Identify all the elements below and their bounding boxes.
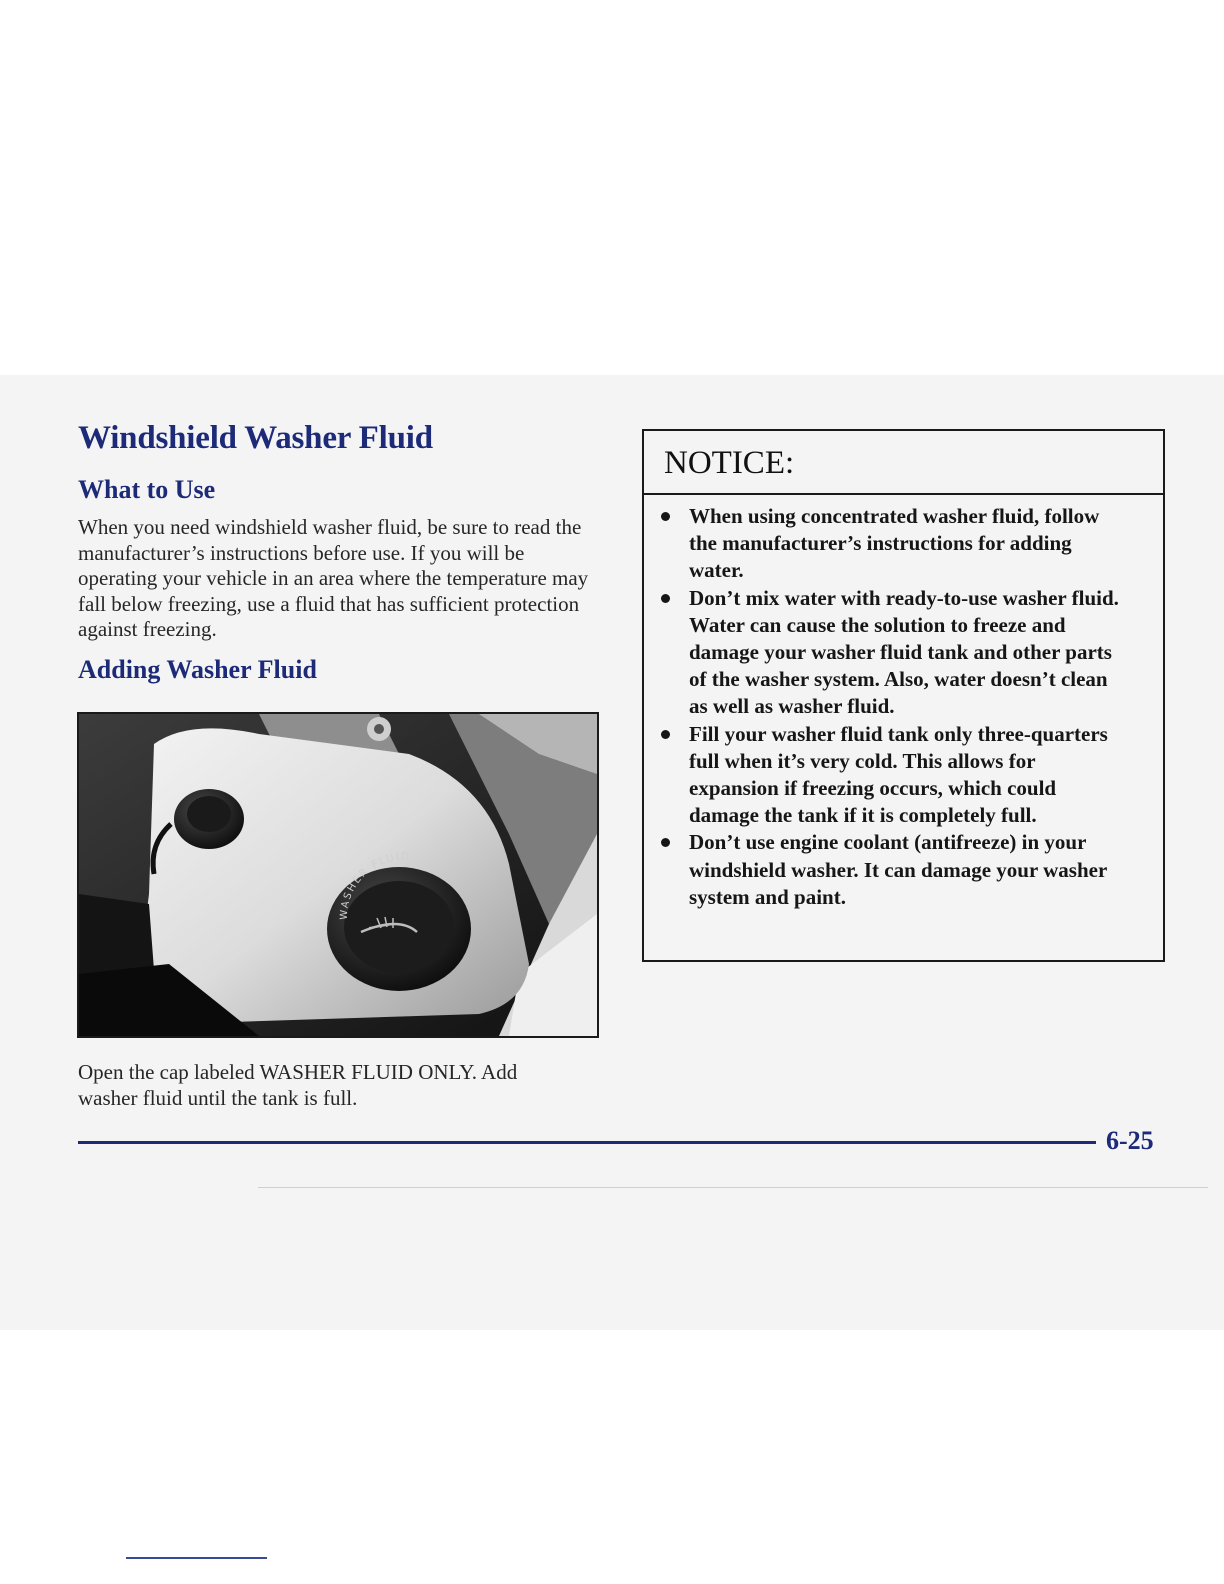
divider <box>126 1557 267 1559</box>
notice-item <box>644 503 1163 585</box>
page-number: 6-25 <box>1106 1126 1154 1155</box>
notice-list <box>644 503 1163 911</box>
notice-item-text: Fill your washer fluid tank only three-quarters full when it’s very cold. This allows for expansion if freezing occurs, which could damage the tank if it is completely full. <box>689 721 1108 828</box>
section-heading-what-to-use: What to Use <box>78 475 216 504</box>
photo-caption: Open the cap labeled WASHER FLUID ONLY. Add washer fluid until the tank is full. <box>78 1060 518 1110</box>
page-title: Windshield Washer Fluid <box>78 420 433 456</box>
notice-item <box>644 829 1163 911</box>
notice-item-text: When using concentrated washer fluid, follow the manufacturer’s instructions for adding water. <box>689 504 1100 583</box>
notice-item-text: Don’t use engine coolant (antifreeze) in your windshield washer. It can damage your washer system and paint. <box>689 830 1107 909</box>
washer-fluid-reservoir-photo <box>77 712 599 1038</box>
notice-item <box>644 721 1163 830</box>
notice-box <box>642 429 1165 962</box>
bullet-icon <box>661 730 670 739</box>
bullet-icon <box>661 512 670 521</box>
notice-item-text: Don’t mix water with ready-to-use washer fluid. Water can cause the solution to freeze and damage your washer fluid tank and other parts of the washer system. Also, water doesn’t clean as well as washer fluid. <box>689 585 1119 719</box>
footer-rule <box>78 1141 1096 1144</box>
bullet-icon <box>661 838 670 847</box>
cap-label-text: WASHER FLUID <box>338 851 412 921</box>
section-heading-adding-washer-fluid: Adding Washer Fluid <box>78 655 317 684</box>
bullet-icon <box>661 594 670 603</box>
notice-item <box>644 585 1163 721</box>
divider <box>258 1187 1208 1188</box>
notice-title: NOTICE: <box>644 431 1163 495</box>
what-to-use-paragraph: When you need windshield washer fluid, be sure to read the manufacturer’s instructions before use. If you will be operating your vehicle in an area where the temperature may fall below freezing, use a fluid that has sufficient protection against freezing. <box>78 515 589 641</box>
